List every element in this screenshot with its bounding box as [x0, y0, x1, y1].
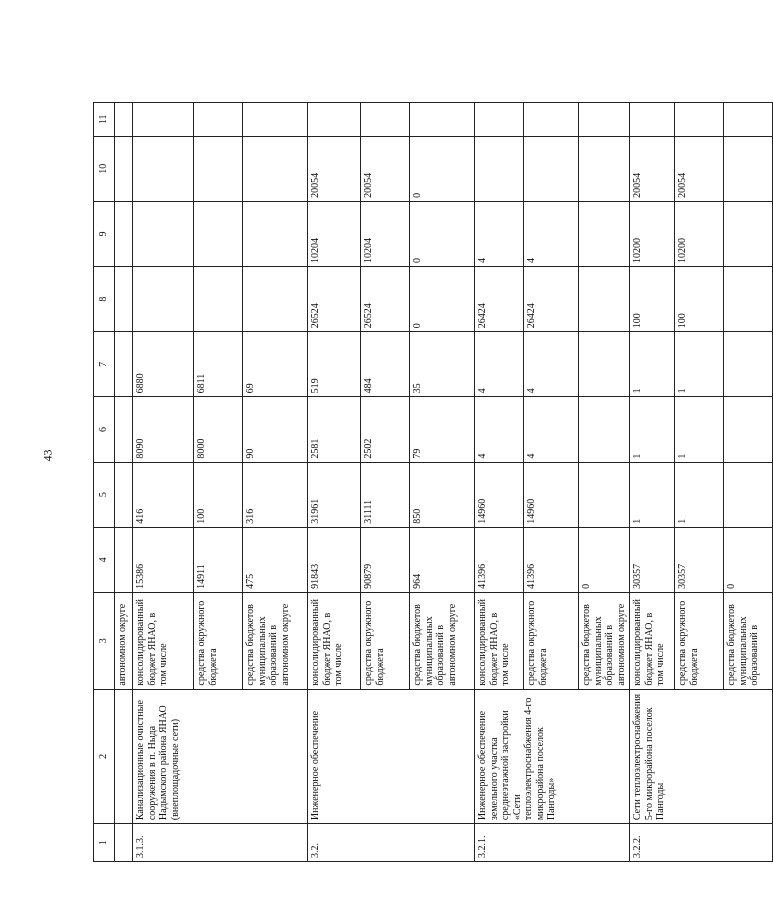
cell: 0 [410, 267, 475, 332]
source-label: средства окружного бюджета [675, 592, 724, 689]
cell: 4 [524, 332, 579, 397]
col-header: 4 [94, 527, 115, 592]
col-header: 7 [94, 332, 115, 397]
cell: 4 [524, 397, 579, 462]
cell: 0 [410, 201, 475, 266]
cell [475, 136, 524, 201]
cell [724, 103, 773, 137]
cell [133, 103, 194, 137]
cell: 0 [579, 527, 630, 592]
cell [308, 103, 361, 137]
cell: 475 [243, 527, 308, 592]
cell [579, 267, 630, 332]
source-label: консолидированный бюджет ЯНАО, в том числе [308, 592, 361, 689]
source-label: средства бюджетов муниципальных образований в автономном округе [410, 592, 475, 689]
cell [724, 397, 773, 462]
source-label: средства окружного бюджета [361, 592, 410, 689]
cell [724, 332, 773, 397]
cell [243, 267, 308, 332]
cell: 850 [410, 462, 475, 527]
row-name: Канализационные очистные сооружения в п. Ныда Надымского района ЯНАО (внеплощадочные сети) [133, 689, 308, 824]
cell: 26524 [361, 267, 410, 332]
cell [194, 267, 243, 332]
cell [630, 103, 675, 137]
cell: 100 [194, 462, 243, 527]
table-row [630, 103, 675, 862]
cell [194, 103, 243, 137]
cell: 2502 [361, 397, 410, 462]
cell: 8090 [133, 397, 194, 462]
cell: 20054 [630, 136, 675, 201]
cell: 1 [675, 397, 724, 462]
cell: 10200 [630, 201, 675, 266]
cell [133, 201, 194, 266]
budget-table [93, 102, 773, 862]
cell: 1 [630, 397, 675, 462]
cell: 20054 [361, 136, 410, 201]
cell [361, 103, 410, 137]
cell [579, 201, 630, 266]
source-label: средства бюджетов муниципальных образований в автономном округе [243, 592, 308, 689]
cell: 4 [524, 201, 579, 266]
cell: 30357 [675, 527, 724, 592]
cell [194, 136, 243, 201]
cell [579, 397, 630, 462]
cell: 69 [243, 332, 308, 397]
cell: 30357 [630, 527, 675, 592]
cell [243, 201, 308, 266]
cell: 35 [410, 332, 475, 397]
cell: 6880 [133, 332, 194, 397]
cell: 20054 [675, 136, 724, 201]
cell: 14911 [194, 527, 243, 592]
col-header: 11 [94, 103, 115, 137]
cell: 484 [361, 332, 410, 397]
source-label: средства окружного бюджета [524, 592, 579, 689]
cell: 519 [308, 332, 361, 397]
cell: 8000 [194, 397, 243, 462]
cell [133, 136, 194, 201]
row-id: 3.1.3. [133, 824, 308, 862]
cell: 31111 [361, 462, 410, 527]
source-label: консолидированный бюджет ЯНАО, в том числе [630, 592, 675, 689]
cell [675, 103, 724, 137]
cell [243, 103, 308, 137]
table-row [475, 103, 524, 862]
cell: 26424 [475, 267, 524, 332]
cell [724, 201, 773, 266]
cell [475, 103, 524, 137]
cell: 14960 [475, 462, 524, 527]
cell: 20054 [308, 136, 361, 201]
cell: 0 [724, 527, 773, 592]
cell [524, 136, 579, 201]
cell: 0 [410, 136, 475, 201]
cell: 4 [475, 201, 524, 266]
row-name: Инженерное обеспечение земельного участка среднеэтажной застройки «Сети теплоэлектроснабжения 4-го микрорайона поселок Пангоды» [475, 689, 630, 824]
cell: 4 [475, 397, 524, 462]
cell: 2581 [308, 397, 361, 462]
cell: 1 [630, 332, 675, 397]
cell: 26424 [524, 267, 579, 332]
cell [579, 462, 630, 527]
rotated-table-wrapper [93, 102, 760, 862]
col-header: 8 [94, 267, 115, 332]
cell: 100 [675, 267, 724, 332]
cell [724, 462, 773, 527]
col-header: 3 [94, 592, 115, 689]
col-header: 10 [94, 136, 115, 201]
cell: 90879 [361, 527, 410, 592]
table-row [115, 103, 133, 862]
cell: 79 [410, 397, 475, 462]
page-number: 43 [40, 449, 55, 462]
cell: 4 [475, 332, 524, 397]
header-row [94, 103, 115, 862]
table-row [133, 103, 194, 862]
col-header: 6 [94, 397, 115, 462]
cell: 10204 [308, 201, 361, 266]
row-name: Инженерное обеспечение [308, 689, 475, 824]
cell: 964 [410, 527, 475, 592]
cell: 90 [243, 397, 308, 462]
col-header: 2 [94, 689, 115, 824]
cell: 14960 [524, 462, 579, 527]
cell: 91843 [308, 527, 361, 592]
continuation-label: автономном округе [115, 592, 133, 689]
source-label: средства бюджетов муниципальных образований в автономном округе [579, 592, 630, 689]
cell [579, 136, 630, 201]
source-label: средства окружного бюджета [194, 592, 243, 689]
source-label: консолидированный бюджет ЯНАО, в том числе [133, 592, 194, 689]
row-id: 3.2.2. [630, 824, 773, 862]
cell [524, 103, 579, 137]
source-label: средства бюджетов муниципальных образований в [724, 592, 773, 689]
cell: 41396 [524, 527, 579, 592]
cell [579, 332, 630, 397]
col-header: 1 [94, 824, 115, 862]
cell: 1 [630, 462, 675, 527]
cell: 10200 [675, 201, 724, 266]
cell: 10204 [361, 201, 410, 266]
col-header: 9 [94, 201, 115, 266]
row-id: 3.2. [308, 824, 475, 862]
cell [410, 103, 475, 137]
cell: 26524 [308, 267, 361, 332]
cell [579, 103, 630, 137]
row-name: Сети теплоэлектроснабжения 5-го микрорайона поселок Пангоды [630, 689, 773, 824]
cell: 100 [630, 267, 675, 332]
cell: 15386 [133, 527, 194, 592]
cell: 316 [243, 462, 308, 527]
cell: 6811 [194, 332, 243, 397]
cell [194, 201, 243, 266]
cell [243, 136, 308, 201]
cell [724, 267, 773, 332]
cell [133, 267, 194, 332]
source-label: консолидированный бюджет ЯНАО, в том числе [475, 592, 524, 689]
cell: 1 [675, 332, 724, 397]
table-row [308, 103, 361, 862]
cell [724, 136, 773, 201]
row-id: 3.2.1. [475, 824, 630, 862]
cell: 416 [133, 462, 194, 527]
cell: 41396 [475, 527, 524, 592]
cell: 31961 [308, 462, 361, 527]
col-header: 5 [94, 462, 115, 527]
cell: 1 [675, 462, 724, 527]
